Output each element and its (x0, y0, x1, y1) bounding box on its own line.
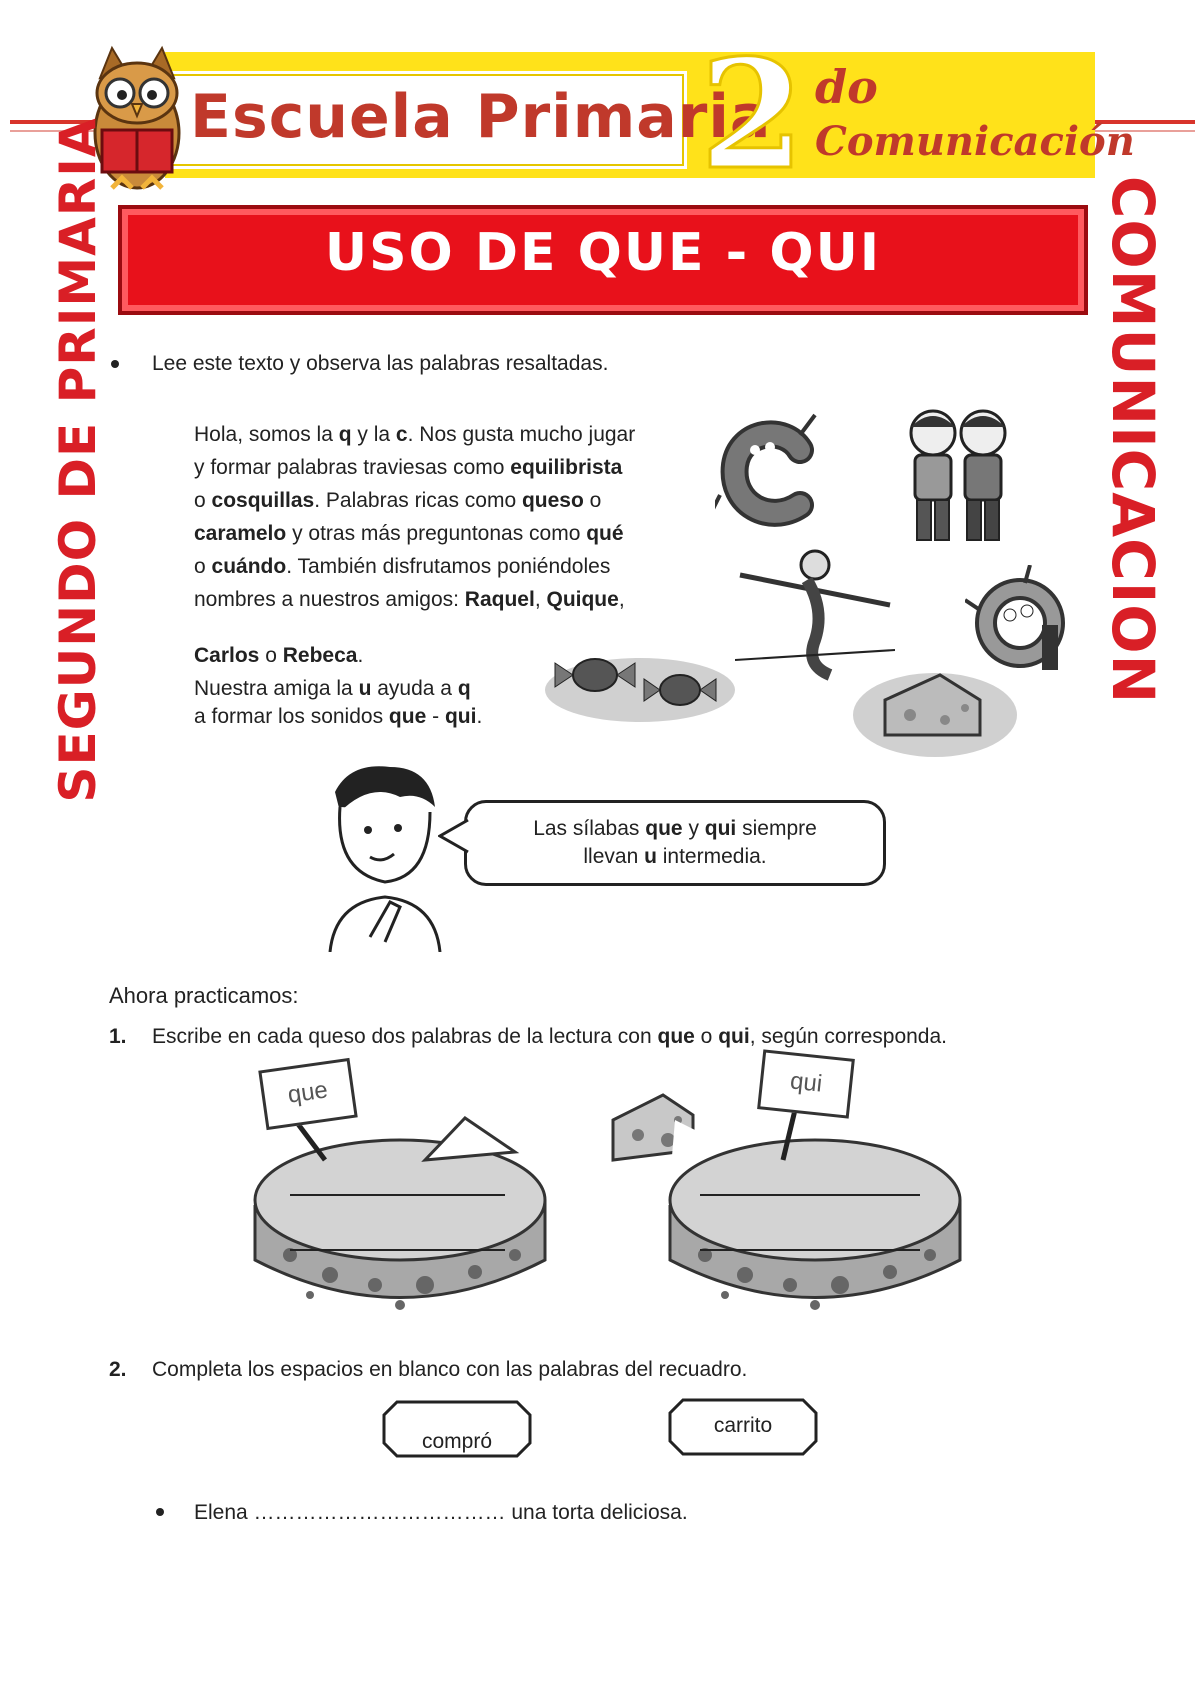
exercise-2-instruction: Completa los espacios en blanco con las palabras del recuadro. (152, 1358, 748, 1381)
speech-bubble (464, 800, 886, 886)
reading-line: y formar palabras traviesas como equilibrista (194, 456, 623, 479)
reading-line: a formar los sonidos que - qui. (194, 705, 483, 728)
bullet (111, 360, 119, 368)
sign-que (258, 1058, 357, 1130)
subject-name: Comunicación (815, 118, 1135, 165)
word-box-compro-text: compró (421, 1430, 493, 1453)
letter-c-character-icon (715, 405, 825, 540)
reading-line: o cuándo. También disfrutamos poniéndoles (194, 555, 611, 578)
intro-text: Lee este texto y observa las palabras resaltadas. (152, 352, 609, 375)
word-box-carrito-text: carrito (713, 1414, 773, 1437)
school-name: Escuela Primaria (190, 82, 772, 152)
word-box-carrito (668, 1398, 818, 1456)
title-banner (118, 205, 1088, 315)
sign-qui (757, 1049, 855, 1118)
reading-line: nombres a nuestros amigos: Raquel, Quique, (194, 588, 625, 611)
reading-line: Carlos o Rebeca. (194, 644, 364, 667)
bullet (156, 1508, 164, 1516)
reading-line: o cosquillas. Palabras ricas como queso o (194, 489, 602, 512)
completion-sentence: Elena ……………………………… una torta deliciosa. (194, 1501, 688, 1524)
practice-heading: Ahora practicamos: (109, 983, 299, 1008)
reading-line: caramelo y otras más preguntonas como qué (194, 522, 624, 545)
exercise-1-number: 1. (109, 1025, 127, 1048)
speech-bubble-tail (438, 818, 470, 858)
two-children-icon (895, 405, 1020, 545)
letter-q-character-icon (965, 565, 1075, 675)
sign-qui-text: qui (788, 1067, 824, 1098)
side-label-subject: COMUNICACION (1099, 175, 1167, 705)
exercise-2-number: 2. (109, 1358, 127, 1381)
sign-que-text: que (286, 1076, 330, 1109)
grade-number: 2 (700, 27, 805, 203)
side-label-grade: SEGUNDO DE PRIMARIA (49, 117, 107, 803)
candies-icon (540, 645, 740, 725)
exercise-1-instruction: Escribe en cada queso dos palabras de la lectura con que o qui, según corresponda. (152, 1025, 947, 1048)
reading-line: Hola, somos la q y la c. Nos gusta mucho jugar (194, 423, 636, 446)
word-box-compro (382, 1400, 532, 1458)
reading-line: Nuestra amiga la u ayuda a q (194, 677, 471, 700)
page-title: USO DE QUE - QUI (324, 223, 882, 283)
cheese-icon (850, 660, 1020, 760)
speech-bubble-text: Las sílabas que y qui siempre llevan u intermedia. (533, 817, 817, 868)
grade-suffix: do (815, 60, 878, 114)
